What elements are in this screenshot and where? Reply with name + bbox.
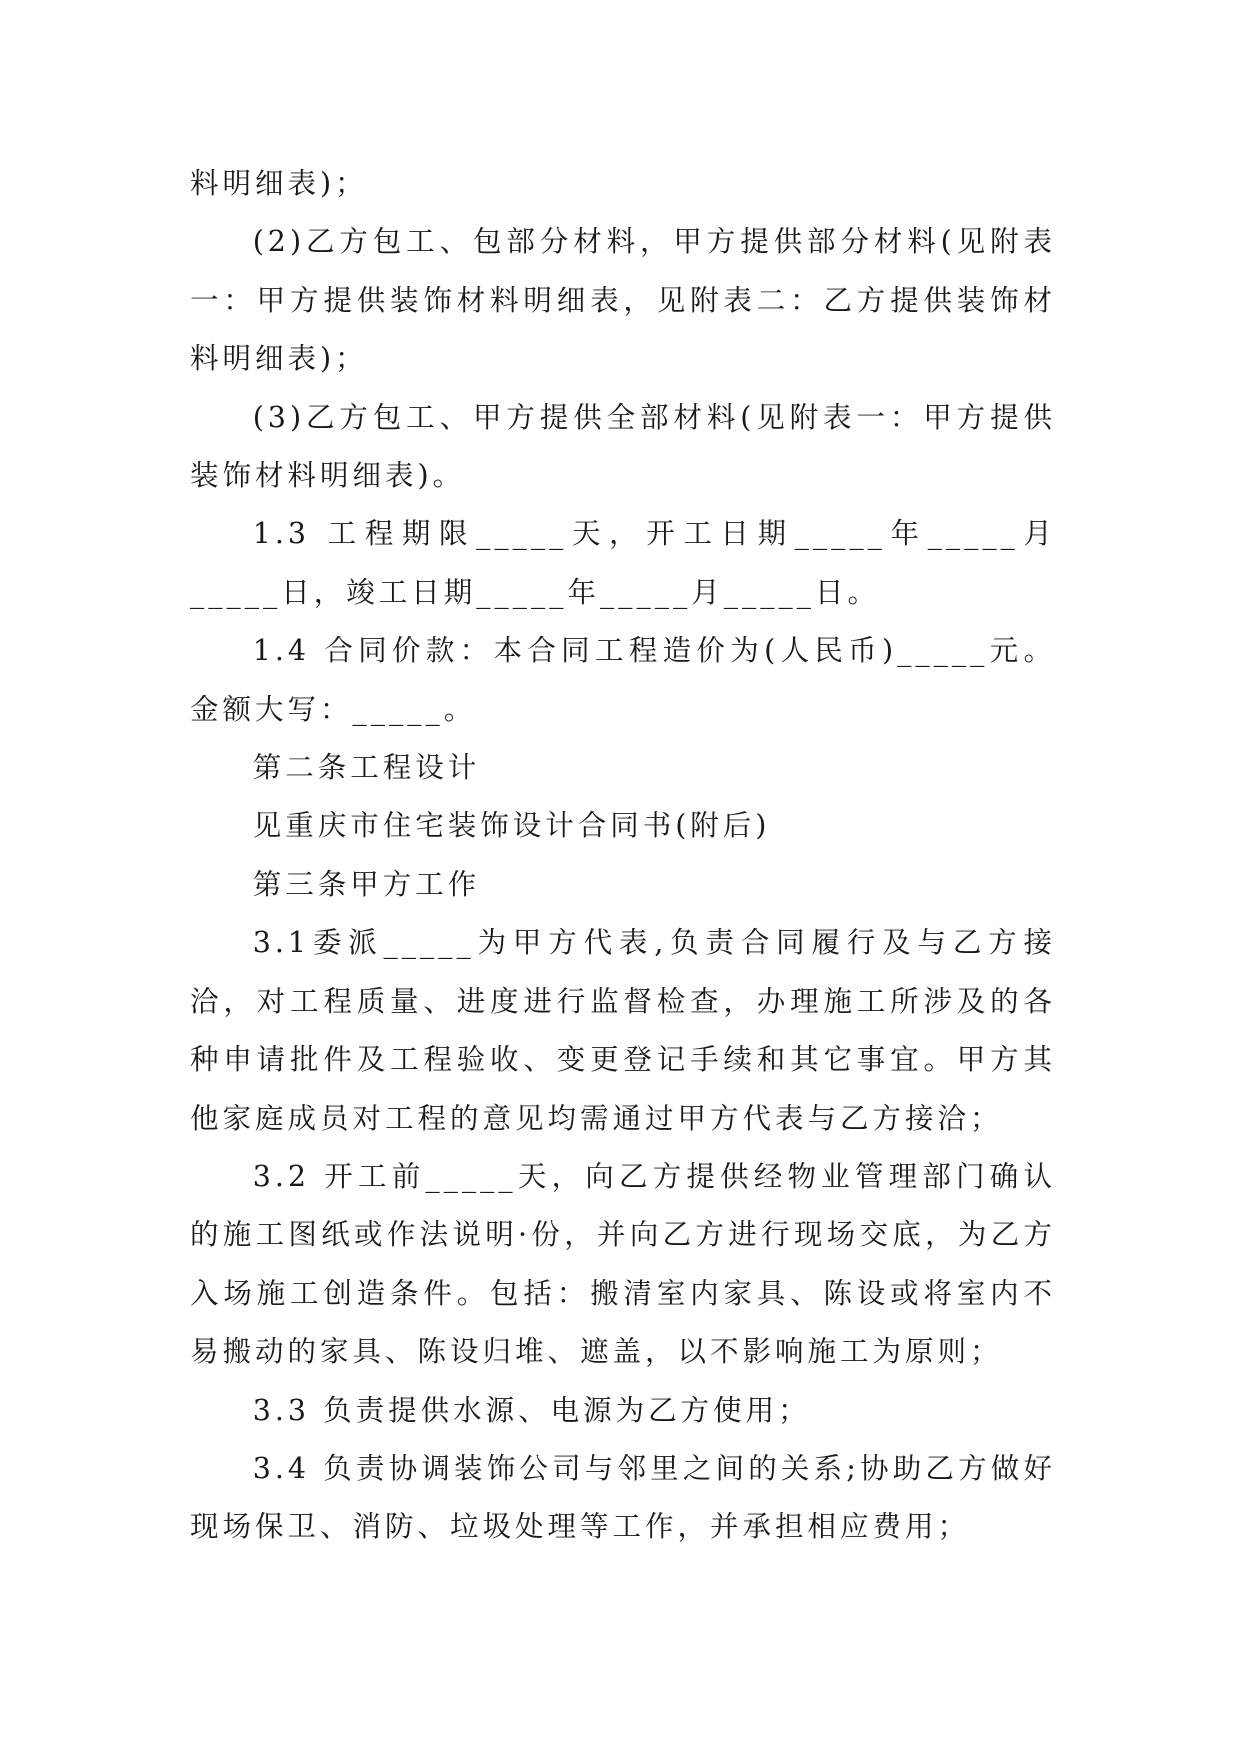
paragraph-option-3: (3)乙方包工、甲方提供全部材料(见附表一：甲方提供装饰材料明细表)。 [190,400,1056,493]
heading-article-2: 第二条工程设计 [252,751,481,785]
paragraph-clause-3-2: 3.2 开工前_____天，向乙方提供经物业管理部门确认的施工图纸或作法说明·份，并向乙方进行现场交底，为乙方入场施工创造条件。包括：搬清室内家具、陈设或将室内不易搬动的家具、陈设归堆、遮盖，以不影响施工为原则； [190,1159,1056,1369]
paragraph-clause-1-3: 1.3 工程期限_____天，开工日期_____年_____月_____日，竣工日期_____年_____月_____日。 [190,517,1056,609]
paragraph-continuation: 料明细表)； [190,167,368,200]
paragraph-clause-1-4: 1.4 合同价款：本合同工程造价为(人民币)_____元。金额大写：_____。 [190,634,1056,726]
paragraph-clause-3-4: 3.4 负责协调装饰公司与邻里之间的关系;协助乙方做好现场保卫、消防、垃圾处理等工作，并承担相应费用； [190,1451,1056,1544]
paragraph-clause-3-3: 3.3 负责提供水源、电源为乙方使用； [252,1393,811,1427]
heading-article-3: 第三条甲方工作 [252,867,481,901]
paragraph-clause-3-1: 3.1委派_____为甲方代表,负责合同履行及与乙方接洽，对工程质量、进度进行监督检查，办理施工所涉及的各种申请批件及工程验收、变更登记手续和其它事宜。甲方其他家庭成员对工程的意见均需通过甲方代表与乙方接洽； [190,926,1056,1135]
document-page [190,155,1056,1557]
paragraph-option-2: (2)乙方包工、包部分材料，甲方提供部分材料(见附表一：甲方提供装饰材料明细表，见附表二：乙方提供装饰材料明细表)； [190,225,1056,376]
paragraph-design-reference: 见重庆市住宅装饰设计合同书(附后) [252,809,771,843]
